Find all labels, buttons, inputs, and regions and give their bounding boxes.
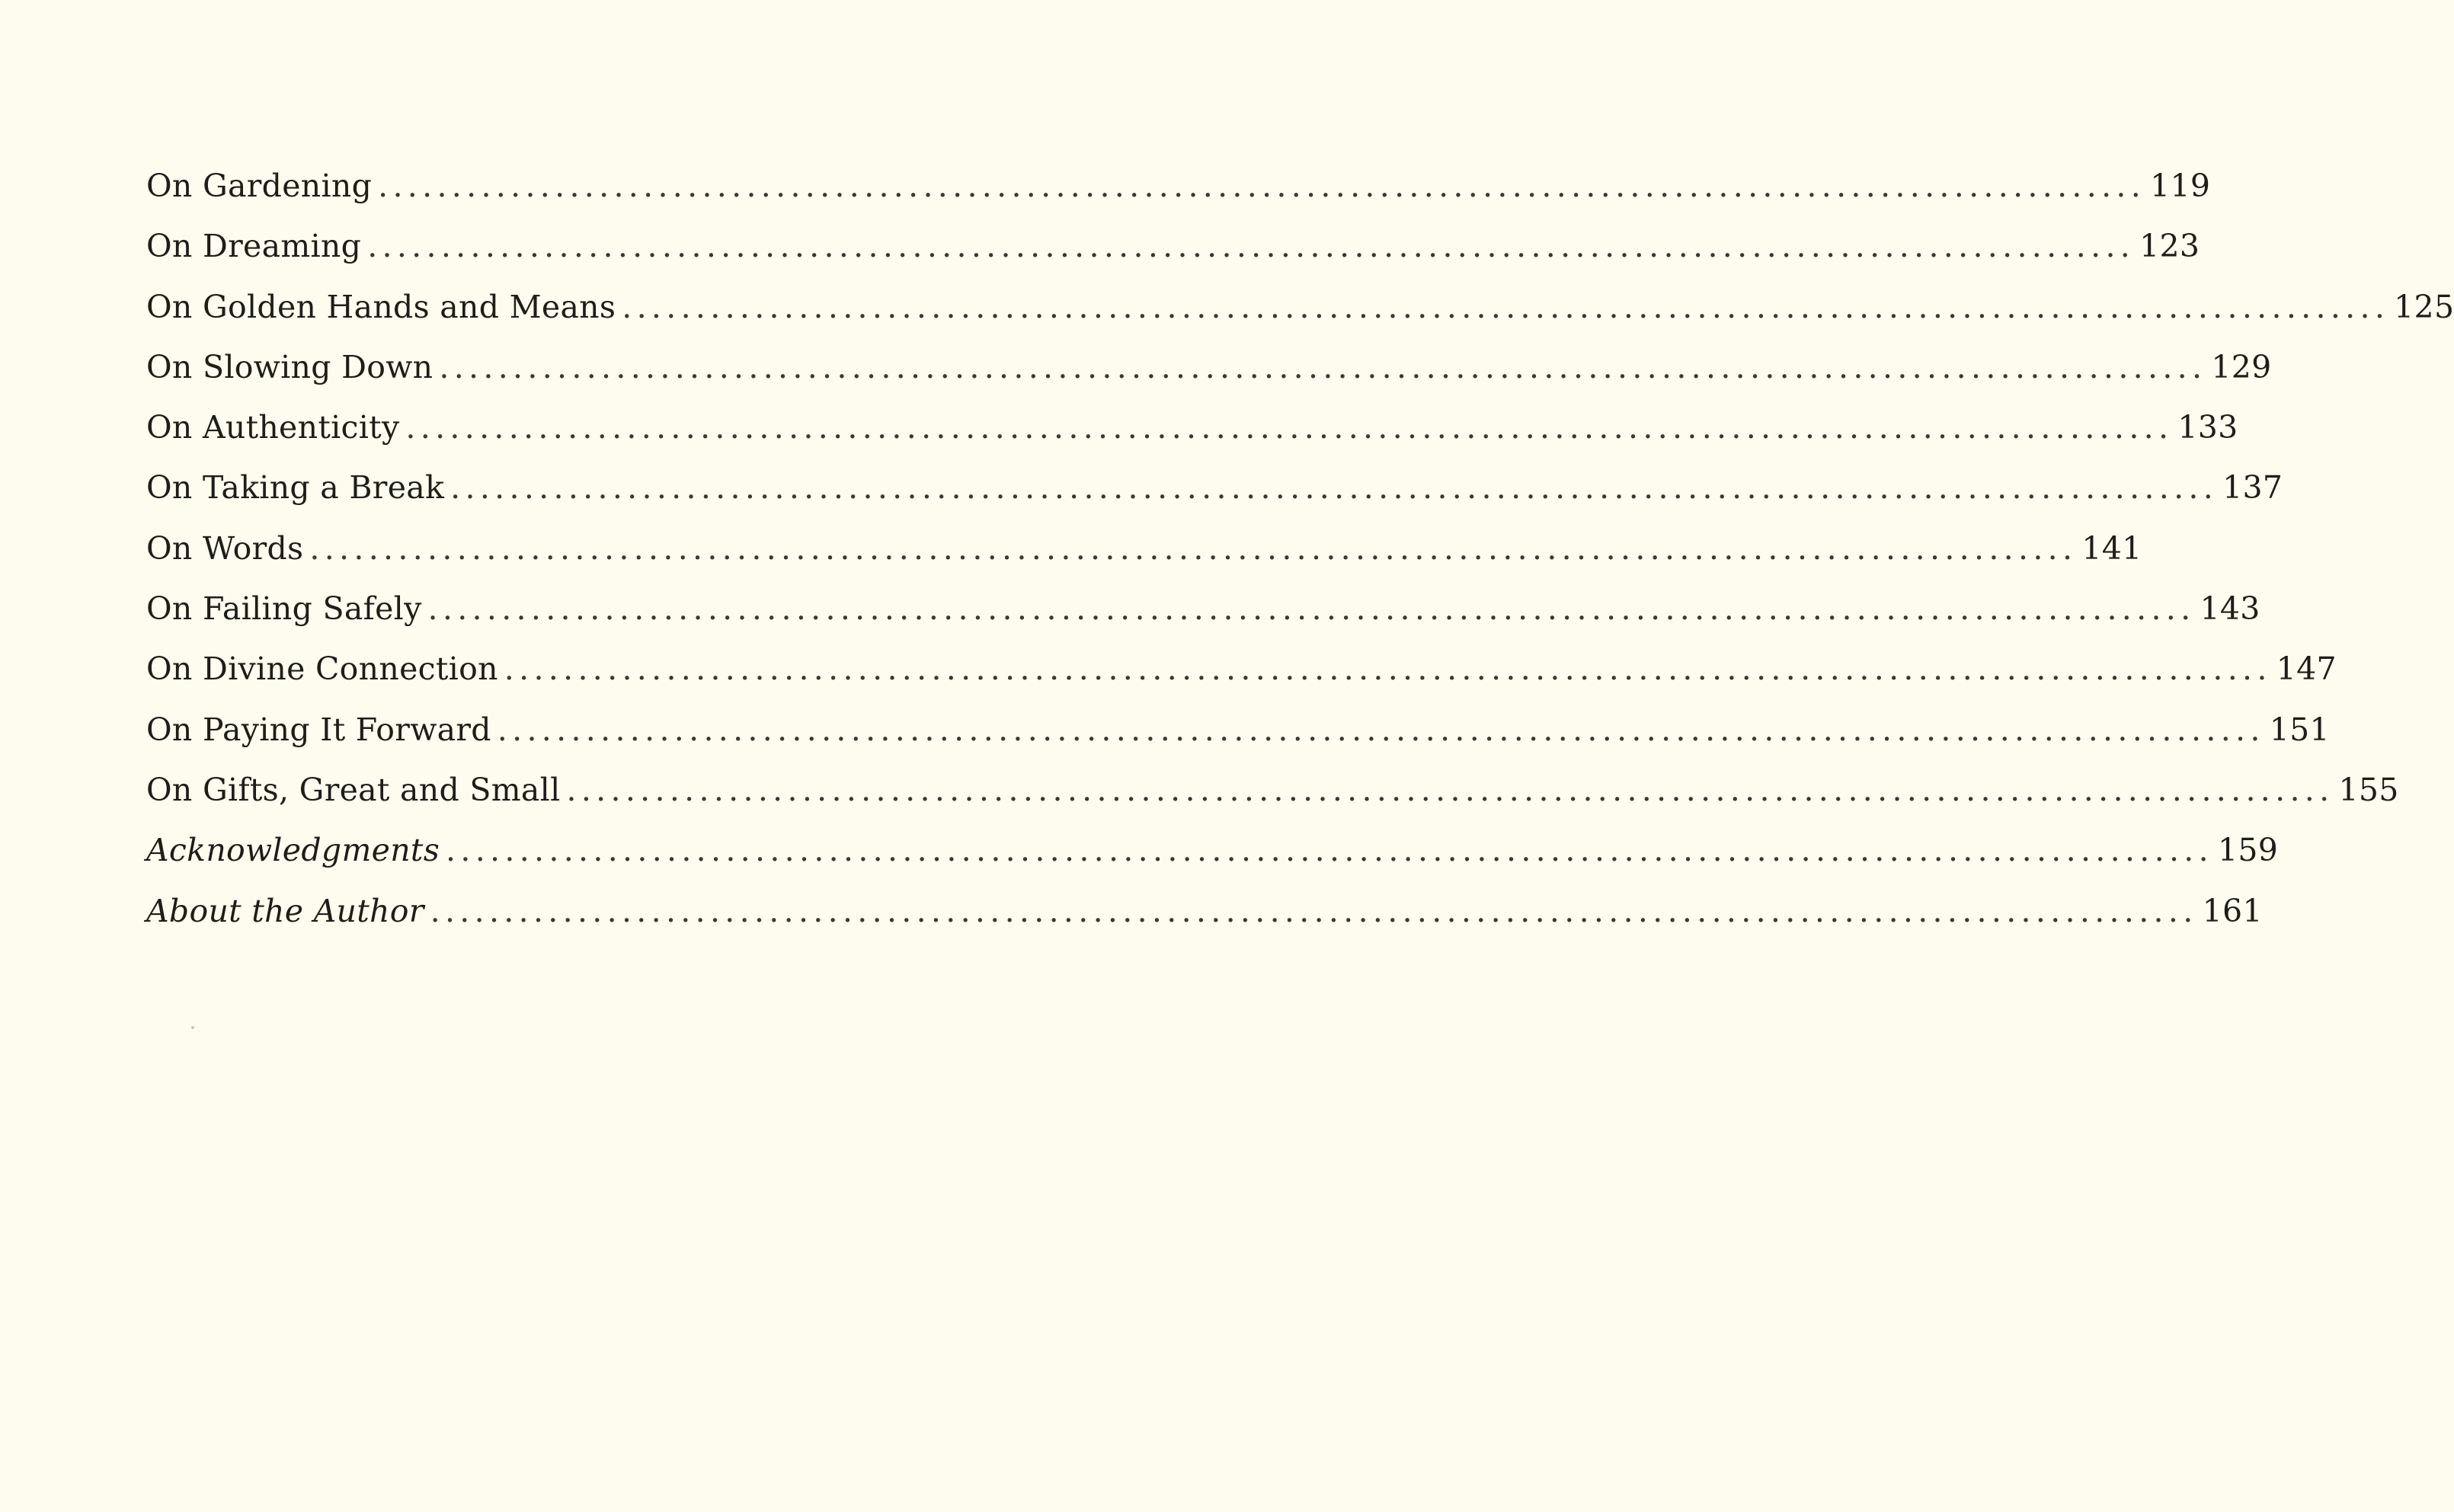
dot-leader: ........................................................................................................................ xyxy=(622,288,2390,325)
toc-entry-page: 155 xyxy=(2338,771,2399,808)
toc-entry-slowing-down[interactable] xyxy=(146,348,2272,409)
dot-leader: ........................................................................................................................ xyxy=(504,651,2272,688)
toc-entry-page: 159 xyxy=(2217,832,2279,869)
toc-entry-title: On Taking a Break xyxy=(146,469,445,507)
dot-leader: ........................................................................................................................ xyxy=(427,590,2196,628)
toc-entry-page: 151 xyxy=(2269,711,2330,748)
toc-entry-gifts[interactable] xyxy=(146,771,2399,832)
toc-entry-acknowledgments[interactable] xyxy=(146,832,2279,892)
toc-entry-taking-a-break[interactable] xyxy=(146,469,2283,529)
toc-entry-page: 129 xyxy=(2211,348,2272,385)
toc-entry-page: 125 xyxy=(2394,288,2454,325)
table-of-contents xyxy=(146,168,2454,953)
toc-entry-words[interactable] xyxy=(146,529,2142,590)
dot-leader: ........................................................................................................................ xyxy=(430,892,2198,929)
toc-entry-page: 143 xyxy=(2200,590,2260,628)
dot-leader: ........................................................................................................................ xyxy=(439,348,2207,385)
toc-entry-title: On Authenticity xyxy=(146,409,400,446)
toc-entry-paying-it-forward[interactable] xyxy=(146,711,2330,772)
toc-entry-gardening[interactable] xyxy=(146,168,2211,228)
toc-entry-page: 147 xyxy=(2276,651,2337,688)
toc-entry-title: On Paying It Forward xyxy=(146,711,491,748)
toc-entry-page: 141 xyxy=(2081,529,2142,567)
toc-entry-failing-safely[interactable] xyxy=(146,590,2260,651)
dot-leader: ........................................................................................................................ xyxy=(450,469,2219,507)
dot-leader: ........................................................................................................................ xyxy=(309,529,2078,567)
toc-entry-title: On Failing Safely xyxy=(146,590,422,628)
dot-leader: ........................................................................................................................ xyxy=(446,832,2213,869)
toc-entry-page: 133 xyxy=(2177,409,2238,446)
toc-entry-divine-connection[interactable] xyxy=(146,651,2337,711)
toc-entry-page: 137 xyxy=(2222,469,2283,507)
toc-entry-title: On Words xyxy=(146,529,304,567)
toc-entry-golden-hands[interactable] xyxy=(146,288,2454,349)
toc-entry-authenticity[interactable] xyxy=(146,409,2238,469)
toc-entry-title: On Divine Connection xyxy=(146,651,498,688)
toc-entry-title: About the Author xyxy=(146,892,424,929)
paper-speck xyxy=(191,1026,194,1029)
dot-leader: ........................................................................................................................ xyxy=(405,409,2174,446)
toc-entry-title: On Gifts, Great and Small xyxy=(146,771,561,808)
toc-entry-dreaming[interactable] xyxy=(146,228,2200,288)
toc-entry-title: On Slowing Down xyxy=(146,348,434,385)
dot-leader: ........................................................................................................................ xyxy=(566,771,2334,808)
dot-leader: ........................................................................................................................ xyxy=(378,168,2146,204)
toc-entry-page: 119 xyxy=(2150,168,2211,204)
toc-entry-title: Acknowledgments xyxy=(146,832,440,869)
toc-entry-page: 161 xyxy=(2202,892,2263,929)
toc-entry-page: 123 xyxy=(2139,228,2200,265)
toc-entry-title: On Gardening xyxy=(146,168,373,204)
toc-entry-about-the-author[interactable] xyxy=(146,892,2263,953)
toc-entry-title: On Dreaming xyxy=(146,228,362,265)
toc-entry-title: On Golden Hands and Means xyxy=(146,288,616,325)
dot-leader: ........................................................................................................................ xyxy=(497,711,2265,748)
dot-leader: ........................................................................................................................ xyxy=(367,228,2136,265)
